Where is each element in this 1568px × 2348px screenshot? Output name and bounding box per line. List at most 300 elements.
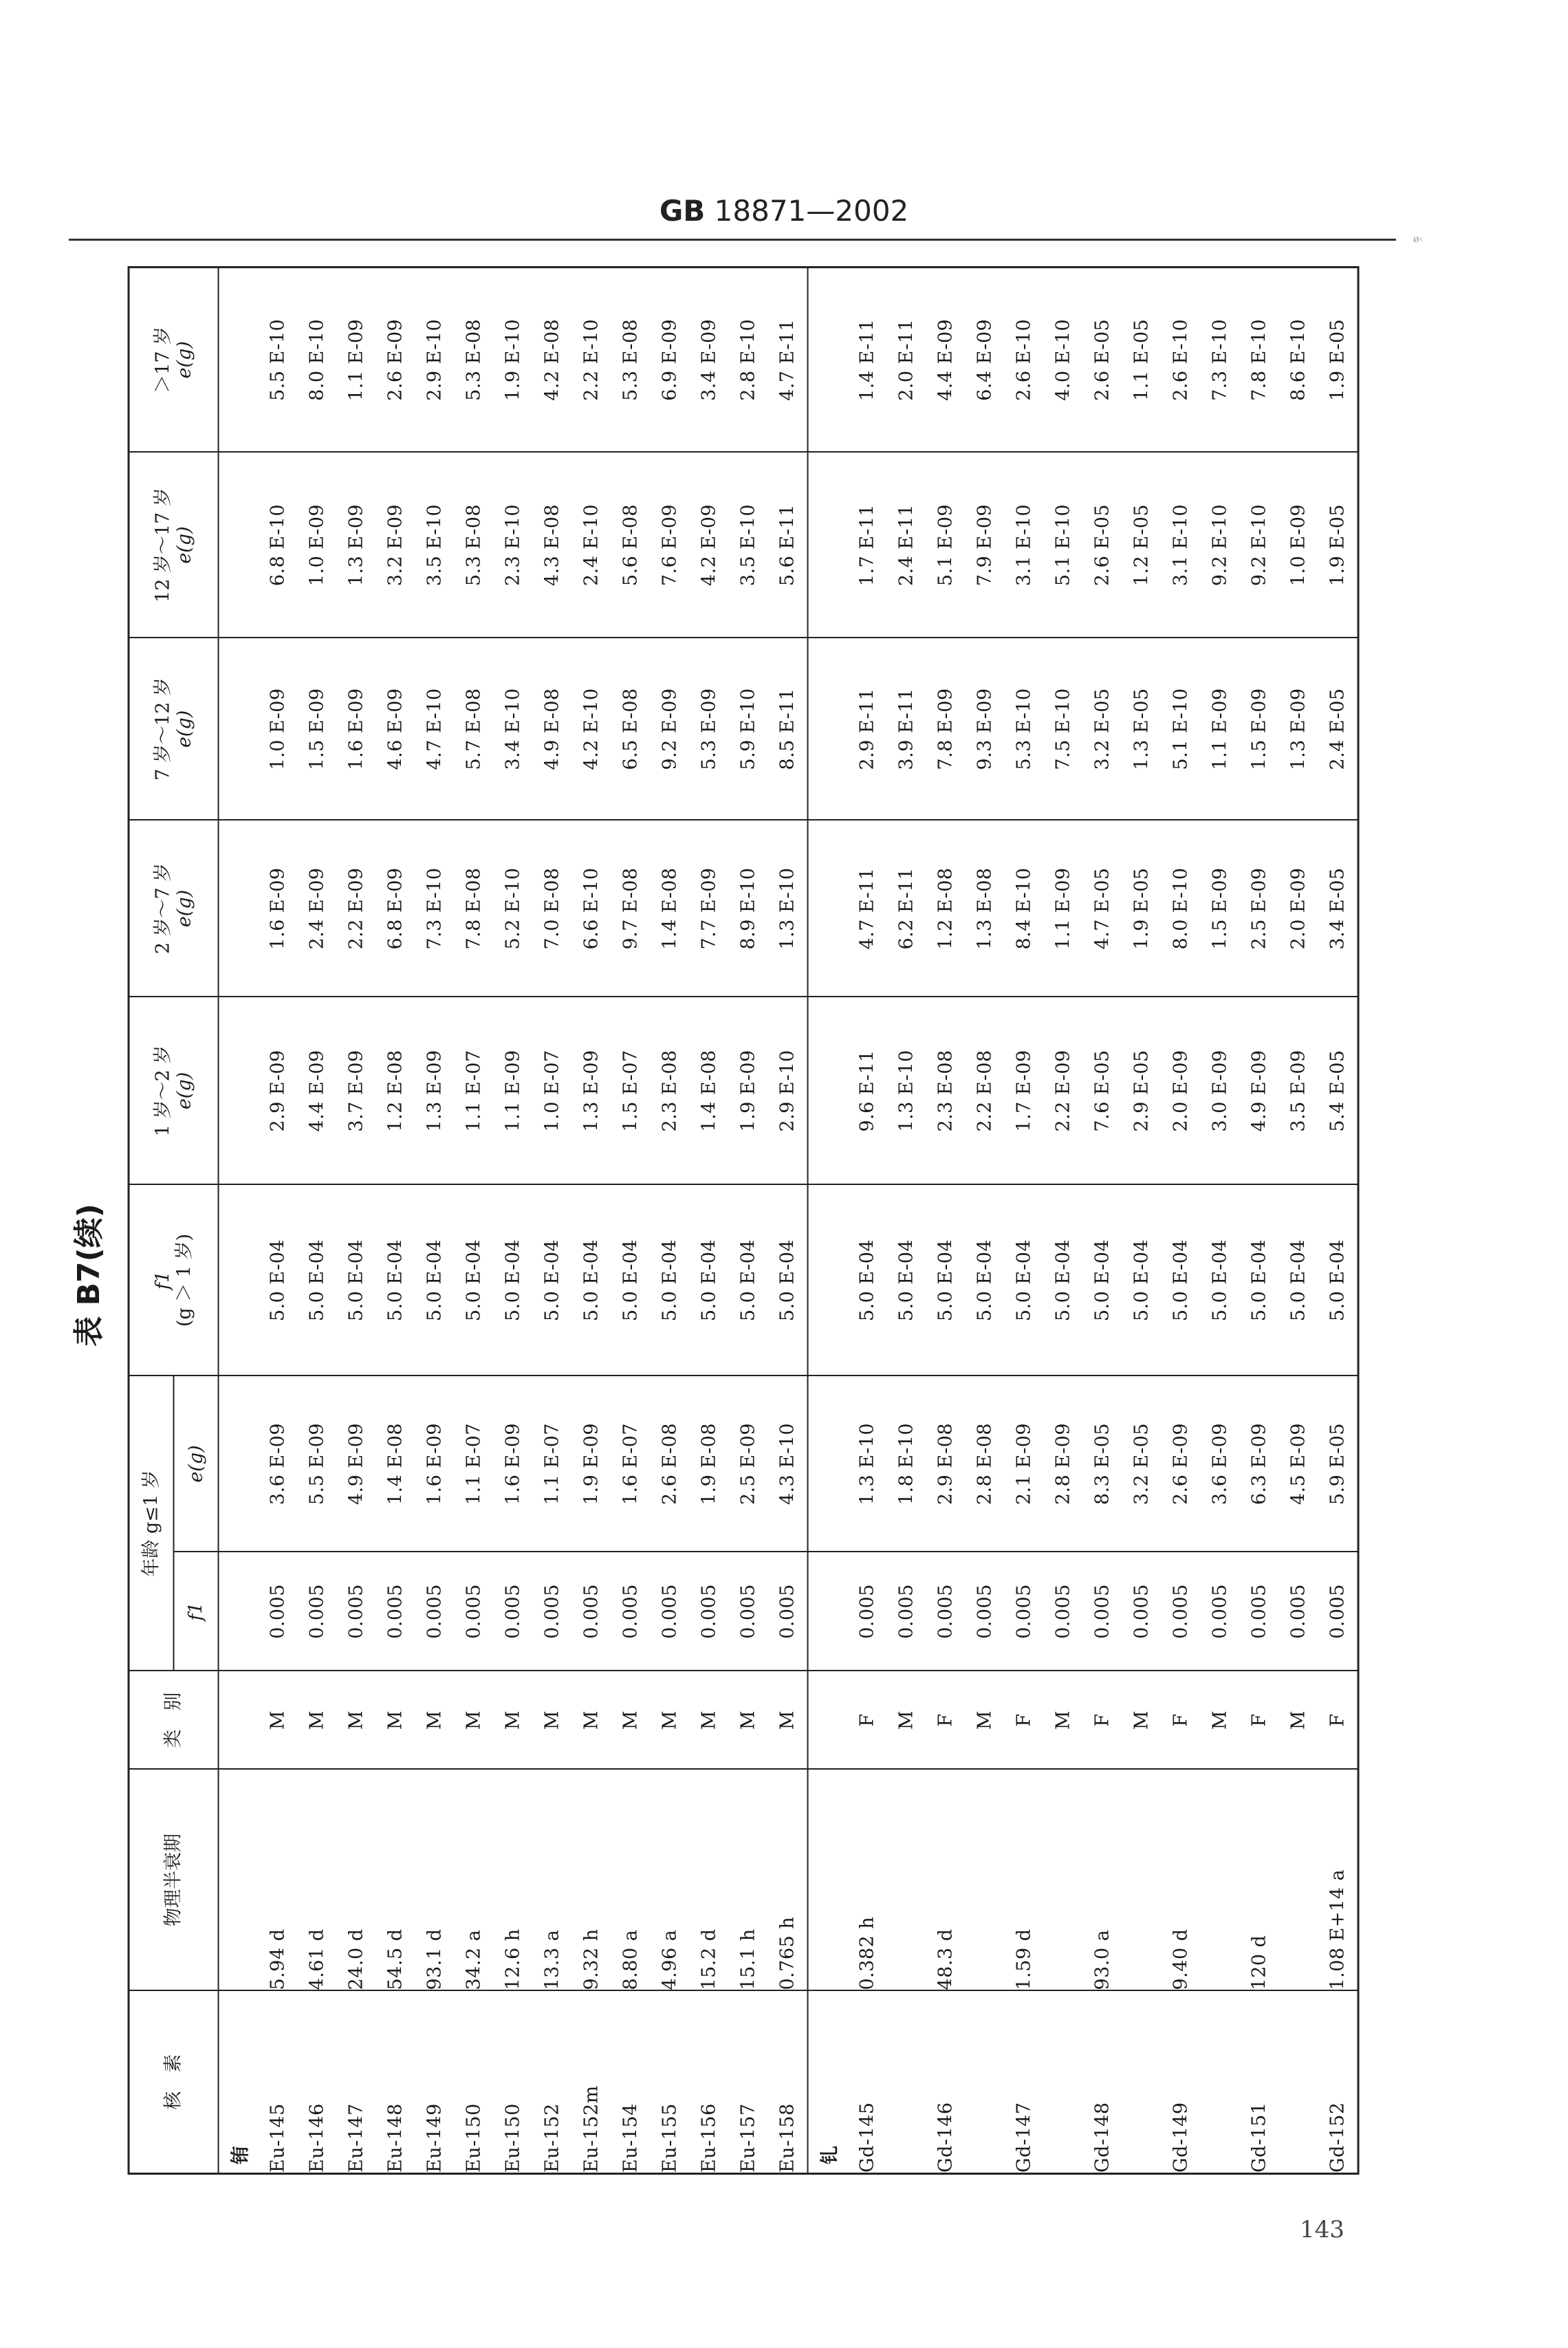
e-age-1-2-cell: 2.2 E-08: [965, 997, 1004, 1185]
e-age-2-7-cell: 5.2 E-10: [493, 820, 532, 997]
e-infant-cell: 1.6 E-09: [493, 1376, 532, 1552]
nuclide-cell: Eu-152: [532, 1991, 571, 2174]
table-header: [129, 268, 219, 2174]
e-age-7-12-cell: 1.1 E-09: [1200, 638, 1239, 820]
e-age-2-7-cell: 7.3 E-10: [415, 820, 454, 997]
col-age-7-12-label: 7 岁～12 岁: [152, 677, 174, 781]
f1-older-cell: 5.0 E-04: [1318, 1185, 1358, 1376]
e-age-1-2-cell: 2.3 E-08: [650, 997, 689, 1185]
e-age-12-17-cell: 1.7 E-11: [847, 453, 886, 638]
f1-infant-cell: 0.005: [336, 1552, 375, 1671]
f1-infant-cell: 0.005: [375, 1552, 415, 1671]
e-age-12-17-cell: 1.0 E-09: [1278, 453, 1318, 638]
f1-older-cell: 5.0 E-04: [728, 1185, 767, 1376]
empty-cell: [807, 1552, 847, 1671]
nuclide-cell: Eu-147: [336, 1991, 375, 2174]
f1-older-cell: 5.0 E-04: [1200, 1185, 1239, 1376]
f1-older-cell: 5.0 E-04: [926, 1185, 965, 1376]
table-row: [611, 268, 650, 2174]
e-age-2-7-cell: 1.2 E-08: [926, 820, 965, 997]
e-age-12-17-cell: 1.0 E-09: [298, 453, 337, 638]
e-age-12-17-cell: 7.6 E-09: [650, 453, 689, 638]
e-age-17-cell: 8.0 E-10: [298, 268, 337, 453]
f1-infant-cell: 0.005: [1318, 1552, 1358, 1671]
nuclide-cell: Eu-146: [298, 1991, 337, 2174]
type-cell: M: [1122, 1671, 1161, 1770]
e-infant-cell: 3.6 E-09: [259, 1376, 298, 1552]
table-row: [1200, 268, 1239, 2174]
table-row: [259, 268, 298, 2174]
e-age-2-7-cell: 2.5 E-09: [1239, 820, 1278, 997]
type-cell: M: [1278, 1671, 1318, 1770]
table-row: [532, 268, 571, 2174]
element-group-name: 钆: [807, 1991, 847, 2174]
table-row: [493, 268, 532, 2174]
empty-cell: [807, 638, 847, 820]
f1-older-cell: 5.0 E-04: [847, 1185, 886, 1376]
half-life-cell: [1122, 1770, 1161, 1991]
half-life-cell: 13.3 a: [532, 1770, 571, 1991]
e-age-17-cell: 7.8 E-10: [1239, 268, 1278, 453]
table-row: [926, 268, 965, 2174]
empty-cell: [219, 1671, 259, 1770]
f1-infant-cell: 0.005: [298, 1552, 337, 1671]
e-infant-cell: 1.9 E-08: [689, 1376, 728, 1552]
col-infant-group: 年龄 g≤1 岁: [129, 1376, 174, 1671]
e-age-2-7-cell: 4.7 E-05: [1082, 820, 1122, 997]
e-infant-cell: 2.8 E-08: [965, 1376, 1004, 1552]
nuclide-cell: Gd-146: [926, 1991, 965, 2174]
table-row: [571, 268, 611, 2174]
e-infant-cell: 4.9 E-09: [336, 1376, 375, 1552]
type-cell: M: [298, 1671, 337, 1770]
f1-infant-cell: 0.005: [1200, 1552, 1239, 1671]
f1-infant-cell: 0.005: [1278, 1552, 1318, 1671]
f1-older-cell: 5.0 E-04: [689, 1185, 728, 1376]
e-age-12-17-cell: 4.3 E-08: [532, 453, 571, 638]
f1-infant-cell: 0.005: [1082, 1552, 1122, 1671]
type-cell: F: [847, 1671, 886, 1770]
e-infant-cell: 4.5 E-09: [1278, 1376, 1318, 1552]
e-age-2-7-cell: 7.7 E-09: [689, 820, 728, 997]
nuclide-cell: [1278, 1991, 1318, 2174]
e-age-1-2-cell: 1.5 E-07: [611, 997, 650, 1185]
f1-infant-cell: 0.005: [1043, 1552, 1082, 1671]
e-age-7-12-cell: 5.7 E-08: [454, 638, 493, 820]
half-life-cell: 4.96 a: [650, 1770, 689, 1991]
e-age-7-12-cell: 7.5 E-10: [1043, 638, 1082, 820]
col-f1-older: [129, 1185, 219, 1376]
e-age-17-cell: 4.7 E-11: [767, 268, 807, 453]
f1-infant-cell: 0.005: [728, 1552, 767, 1671]
type-cell: M: [259, 1671, 298, 1770]
half-life-cell: 15.1 h: [728, 1770, 767, 1991]
e-age-7-12-cell: 1.5 E-09: [298, 638, 337, 820]
e-age-7-12-cell: 1.0 E-09: [259, 638, 298, 820]
e-age-17-cell: 4.0 E-10: [1043, 268, 1082, 453]
table-row: [454, 268, 493, 2174]
type-cell: M: [532, 1671, 571, 1770]
e-age-17-cell: 8.6 E-10: [1278, 268, 1318, 453]
table-caption: 表 B7(续): [72, 1204, 107, 1347]
e-age-2-7-cell: 7.8 E-08: [454, 820, 493, 997]
e-age-2-7-cell: 6.2 E-11: [886, 820, 926, 997]
f1-older-cell: 5.0 E-04: [886, 1185, 926, 1376]
e-age-17-cell: 1.9 E-10: [493, 268, 532, 453]
half-life-cell: 9.32 h: [571, 1770, 611, 1991]
e-age-2-7-cell: 8.4 E-10: [1004, 820, 1043, 997]
e-age-1-2-cell: 2.9 E-09: [259, 997, 298, 1185]
e-age-12-17-cell: 5.6 E-08: [611, 453, 650, 638]
e-age-2-7-cell: 1.1 E-09: [1043, 820, 1082, 997]
f1-older-cell: 5.0 E-04: [415, 1185, 454, 1376]
e-age-17-cell: 3.4 E-09: [689, 268, 728, 453]
f1-infant-cell: 0.005: [1161, 1552, 1200, 1671]
table-row: [336, 268, 375, 2174]
e-age-17-cell: 1.4 E-11: [847, 268, 886, 453]
e-age-1-2-cell: 1.9 E-09: [728, 997, 767, 1185]
e-age-17-cell: 2.6 E-05: [1082, 268, 1122, 453]
nuclide-cell: [965, 1991, 1004, 2174]
e-age-12-17-cell: 2.4 E-10: [571, 453, 611, 638]
half-life-cell: 1.08 E+14 a: [1318, 1770, 1358, 1991]
nuclide-cell: Eu-156: [689, 1991, 728, 2174]
page-header-title: [591, 194, 977, 228]
e-age-1-2-cell: 1.0 E-07: [532, 997, 571, 1185]
e-age-7-12-cell: 5.9 E-10: [728, 638, 767, 820]
e-age-1-2-cell: 2.2 E-09: [1043, 997, 1082, 1185]
f1-older-cell: 5.0 E-04: [493, 1185, 532, 1376]
e-age-17-cell: 1.1 E-05: [1122, 268, 1161, 453]
type-cell: F: [1318, 1671, 1358, 1770]
empty-cell: [807, 1376, 847, 1552]
e-infant-cell: 2.1 E-09: [1004, 1376, 1043, 1552]
type-cell: M: [650, 1671, 689, 1770]
empty-cell: [807, 997, 847, 1185]
half-life-cell: 24.0 d: [336, 1770, 375, 1991]
table-row: [1082, 268, 1122, 2174]
e-age-12-17-cell: 3.1 E-10: [1004, 453, 1043, 638]
e-age-1-2-cell: 1.7 E-09: [1004, 997, 1043, 1185]
f1-older-cell: 5.0 E-04: [375, 1185, 415, 1376]
type-cell: M: [965, 1671, 1004, 1770]
type-cell: M: [454, 1671, 493, 1770]
table-row: [1161, 268, 1200, 2174]
table-row: [728, 268, 767, 2174]
type-cell: M: [689, 1671, 728, 1770]
e-age-1-2-cell: 1.1 E-09: [493, 997, 532, 1185]
e-age-12-17-cell: 5.3 E-08: [454, 453, 493, 638]
e-age-17-cell: 2.6 E-09: [375, 268, 415, 453]
e-age-12-17-cell: 5.1 E-09: [926, 453, 965, 638]
f1-infant-cell: 0.005: [1239, 1552, 1278, 1671]
e-infant-cell: 1.8 E-10: [886, 1376, 926, 1552]
empty-cell: [807, 453, 847, 638]
table-row: [415, 268, 454, 2174]
e-age-17-cell: 6.9 E-09: [650, 268, 689, 453]
e-age-12-17-cell: 5.1 E-10: [1043, 453, 1082, 638]
nuclide-cell: [1043, 1991, 1082, 2174]
table-caption-wrapper: [65, 1204, 107, 1347]
e-age-12-17-cell: 5.6 E-11: [767, 453, 807, 638]
empty-cell: [807, 1671, 847, 1770]
nuclide-cell: Eu-155: [650, 1991, 689, 2174]
e-age-17-cell: 5.5 E-10: [259, 268, 298, 453]
f1-infant-cell: 0.005: [493, 1552, 532, 1671]
e-age-1-2-cell: 1.3 E-09: [415, 997, 454, 1185]
f1-older-cell: 5.0 E-04: [1161, 1185, 1200, 1376]
table-row: [1043, 268, 1082, 2174]
col-age-1-2-label: 1 岁～2 岁: [152, 1045, 174, 1137]
e-infant-cell: 3.6 E-09: [1200, 1376, 1239, 1552]
half-life-cell: 4.61 d: [298, 1770, 337, 1991]
col-age-17: [129, 268, 219, 453]
e-age-12-17-cell: 2.3 E-10: [493, 453, 532, 638]
e-infant-cell: 2.9 E-08: [926, 1376, 965, 1552]
e-age-2-7-cell: 1.4 E-08: [650, 820, 689, 997]
nuclide-cell: Eu-148: [375, 1991, 415, 2174]
e-age-1-2-cell: 4.9 E-09: [1239, 997, 1278, 1185]
e-age-17-cell: 5.3 E-08: [454, 268, 493, 453]
stray-mark: ø‹: [1413, 234, 1424, 245]
e-infant-cell: 1.9 E-09: [571, 1376, 611, 1552]
e-infant-cell: 1.1 E-07: [454, 1376, 493, 1552]
e-age-7-12-cell: 7.8 E-09: [926, 638, 965, 820]
type-cell: M: [1043, 1671, 1082, 1770]
f1-older-cell: 5.0 E-04: [454, 1185, 493, 1376]
f1-older-cell: 5.0 E-04: [336, 1185, 375, 1376]
col-f1-older-label: f1: [152, 1270, 174, 1290]
standard-code: 18871—2002: [714, 194, 909, 228]
empty-cell: [807, 1770, 847, 1991]
e-age-12-17-cell: 9.2 E-10: [1239, 453, 1278, 638]
f1-infant-cell: 0.005: [886, 1552, 926, 1671]
table-row: [689, 268, 728, 2174]
f1-infant-cell: 0.005: [847, 1552, 886, 1671]
nuclide-cell: Eu-149: [415, 1991, 454, 2174]
e-infant-cell: 5.5 E-09: [298, 1376, 337, 1552]
type-cell: M: [375, 1671, 415, 1770]
e-age-2-7-cell: 6.8 E-09: [375, 820, 415, 997]
empty-cell: [219, 1185, 259, 1376]
col-age-7-12-unit: e(g): [173, 710, 195, 748]
e-age-2-7-cell: 8.9 E-10: [728, 820, 767, 997]
f1-older-cell: 5.0 E-04: [571, 1185, 611, 1376]
e-infant-cell: 6.3 E-09: [1239, 1376, 1278, 1552]
e-age-12-17-cell: 3.5 E-10: [728, 453, 767, 638]
half-life-cell: 34.2 a: [454, 1770, 493, 1991]
f1-older-cell: 5.0 E-04: [965, 1185, 1004, 1376]
e-age-1-2-cell: 3.5 E-09: [1278, 997, 1318, 1185]
e-infant-cell: 1.3 E-10: [847, 1376, 886, 1552]
empty-cell: [219, 1552, 259, 1671]
table-body: [219, 268, 1359, 2174]
empty-cell: [219, 1770, 259, 1991]
empty-cell: [219, 453, 259, 638]
f1-older-cell: 5.0 E-04: [532, 1185, 571, 1376]
col-type: 类 别: [129, 1671, 219, 1770]
type-cell: M: [415, 1671, 454, 1770]
e-age-12-17-cell: 2.6 E-05: [1082, 453, 1122, 638]
half-life-cell: 93.0 a: [1082, 1770, 1122, 1991]
nuclide-cell: Gd-152: [1318, 1991, 1358, 2174]
e-age-1-2-cell: 1.3 E-10: [886, 997, 926, 1185]
e-age-1-2-cell: 1.3 E-09: [571, 997, 611, 1185]
half-life-cell: [1200, 1770, 1239, 1991]
rotated-table-wrapper: [128, 268, 1360, 2175]
nuclide-cell: [1122, 1991, 1161, 2174]
half-life-cell: [886, 1770, 926, 1991]
type-cell: M: [1200, 1671, 1239, 1770]
nuclide-cell: [1200, 1991, 1239, 2174]
nuclide-cell: Gd-147: [1004, 1991, 1043, 2174]
f1-older-cell: 5.0 E-04: [767, 1185, 807, 1376]
f1-infant-cell: 0.005: [415, 1552, 454, 1671]
col-age-12-17-unit: e(g): [173, 526, 195, 564]
e-age-7-12-cell: 3.2 E-05: [1082, 638, 1122, 820]
half-life-cell: 8.80 a: [611, 1770, 650, 1991]
col-nuclide: 核 素: [129, 1991, 219, 2174]
nuclide-cell: Eu-150: [493, 1991, 532, 2174]
f1-infant-cell: 0.005: [571, 1552, 611, 1671]
nuclide-cell: [886, 1991, 926, 2174]
e-age-12-17-cell: 4.2 E-09: [689, 453, 728, 638]
e-age-7-12-cell: 4.2 E-10: [571, 638, 611, 820]
nuclide-cell: Eu-145: [259, 1991, 298, 2174]
standard-prefix: GB: [659, 194, 706, 228]
f1-infant-cell: 0.005: [259, 1552, 298, 1671]
e-age-7-12-cell: 1.5 E-09: [1239, 638, 1278, 820]
f1-infant-cell: 0.005: [767, 1552, 807, 1671]
type-cell: M: [611, 1671, 650, 1770]
empty-cell: [219, 820, 259, 997]
type-cell: M: [571, 1671, 611, 1770]
e-age-17-cell: 5.3 E-08: [611, 268, 650, 453]
e-infant-cell: 1.6 E-09: [415, 1376, 454, 1552]
type-cell: F: [1004, 1671, 1043, 1770]
element-group-name: 铕: [219, 1991, 259, 2174]
e-age-7-12-cell: 1.6 E-09: [336, 638, 375, 820]
e-age-7-12-cell: 4.7 E-10: [415, 638, 454, 820]
half-life-cell: 48.3 d: [926, 1770, 965, 1991]
col-age-1-2-unit: e(g): [173, 1072, 195, 1110]
f1-older-cell: 5.0 E-04: [1004, 1185, 1043, 1376]
type-cell: M: [728, 1671, 767, 1770]
half-life-cell: 0.382 h: [847, 1770, 886, 1991]
e-age-2-7-cell: 2.4 E-09: [298, 820, 337, 997]
e-age-12-17-cell: 2.4 E-11: [886, 453, 926, 638]
e-age-7-12-cell: 5.1 E-10: [1161, 638, 1200, 820]
nuclide-cell: Gd-151: [1239, 1991, 1278, 2174]
table-row: [847, 268, 886, 2174]
table-row: [1004, 268, 1043, 2174]
e-age-2-7-cell: 8.0 E-10: [1161, 820, 1200, 997]
f1-infant-cell: 0.005: [454, 1552, 493, 1671]
half-life-cell: 9.40 d: [1161, 1770, 1200, 1991]
e-infant-cell: 2.6 E-08: [650, 1376, 689, 1552]
e-age-17-cell: 4.4 E-09: [926, 268, 965, 453]
e-age-7-12-cell: 5.3 E-10: [1004, 638, 1043, 820]
f1-older-cell: 5.0 E-04: [1082, 1185, 1122, 1376]
e-age-17-cell: 2.9 E-10: [415, 268, 454, 453]
half-life-cell: [1278, 1770, 1318, 1991]
empty-cell: [807, 820, 847, 997]
col-age-2-7: [129, 820, 219, 997]
table-row: [1122, 268, 1161, 2174]
e-age-12-17-cell: 1.2 E-05: [1122, 453, 1161, 638]
nuclide-cell: Gd-148: [1082, 1991, 1122, 2174]
e-age-7-12-cell: 4.6 E-09: [375, 638, 415, 820]
e-age-7-12-cell: 5.3 E-09: [689, 638, 728, 820]
nuclide-cell: Eu-154: [611, 1991, 650, 2174]
table-row: [1278, 268, 1318, 2174]
e-age-17-cell: 2.0 E-11: [886, 268, 926, 453]
element-group-row: [807, 268, 847, 2174]
half-life-cell: [965, 1770, 1004, 1991]
e-age-2-7-cell: 9.7 E-08: [611, 820, 650, 997]
e-age-2-7-cell: 4.7 E-11: [847, 820, 886, 997]
e-infant-cell: 5.9 E-05: [1318, 1376, 1358, 1552]
e-age-12-17-cell: 3.1 E-10: [1161, 453, 1200, 638]
e-infant-cell: 3.2 E-05: [1122, 1376, 1161, 1552]
f1-infant-cell: 0.005: [611, 1552, 650, 1671]
col-age-17-unit: e(g): [173, 341, 195, 379]
f1-older-cell: 5.0 E-04: [1122, 1185, 1161, 1376]
nuclide-cell: Gd-145: [847, 1991, 886, 2174]
empty-cell: [807, 268, 847, 453]
e-age-7-12-cell: 1.3 E-05: [1122, 638, 1161, 820]
empty-cell: [219, 268, 259, 453]
col-e-infant: e(g): [174, 1376, 219, 1552]
table-row: [886, 268, 926, 2174]
half-life-cell: 15.2 d: [689, 1770, 728, 1991]
e-age-1-2-cell: 1.1 E-07: [454, 997, 493, 1185]
half-life-cell: 120 d: [1239, 1770, 1278, 1991]
e-age-2-7-cell: 1.3 E-10: [767, 820, 807, 997]
col-age-2-7-unit: e(g): [173, 889, 195, 928]
type-cell: F: [1161, 1671, 1200, 1770]
e-age-1-2-cell: 5.4 E-05: [1318, 997, 1358, 1185]
e-age-1-2-cell: 9.6 E-11: [847, 997, 886, 1185]
half-life-cell: 1.59 d: [1004, 1770, 1043, 1991]
e-infant-cell: 1.4 E-08: [375, 1376, 415, 1552]
f1-older-cell: 5.0 E-04: [259, 1185, 298, 1376]
e-age-17-cell: 2.2 E-10: [571, 268, 611, 453]
empty-cell: [807, 1185, 847, 1376]
col-age-12-17: [129, 453, 219, 638]
e-age-17-cell: 2.6 E-10: [1161, 268, 1200, 453]
e-age-17-cell: 1.1 E-09: [336, 268, 375, 453]
table-row: [375, 268, 415, 2174]
f1-older-cell: 5.0 E-04: [1239, 1185, 1278, 1376]
nuclide-cell: Gd-149: [1161, 1991, 1200, 2174]
f1-infant-cell: 0.005: [1004, 1552, 1043, 1671]
nuclide-cell: Eu-158: [767, 1991, 807, 2174]
col-age-2-7-label: 2 岁～7 岁: [152, 862, 174, 955]
e-infant-cell: 8.3 E-05: [1082, 1376, 1122, 1552]
table-row: [965, 268, 1004, 2174]
e-infant-cell: 2.5 E-09: [728, 1376, 767, 1552]
e-age-17-cell: 2.6 E-10: [1004, 268, 1043, 453]
f1-infant-cell: 0.005: [689, 1552, 728, 1671]
e-age-1-2-cell: 1.2 E-08: [375, 997, 415, 1185]
half-life-cell: 0.765 h: [767, 1770, 807, 1991]
e-age-12-17-cell: 7.9 E-09: [965, 453, 1004, 638]
col-f1-older-cond: (g ＞ 1 岁): [173, 1233, 195, 1327]
f1-older-cell: 5.0 E-04: [1278, 1185, 1318, 1376]
e-age-7-12-cell: 6.5 E-08: [611, 638, 650, 820]
e-age-2-7-cell: 2.2 E-09: [336, 820, 375, 997]
